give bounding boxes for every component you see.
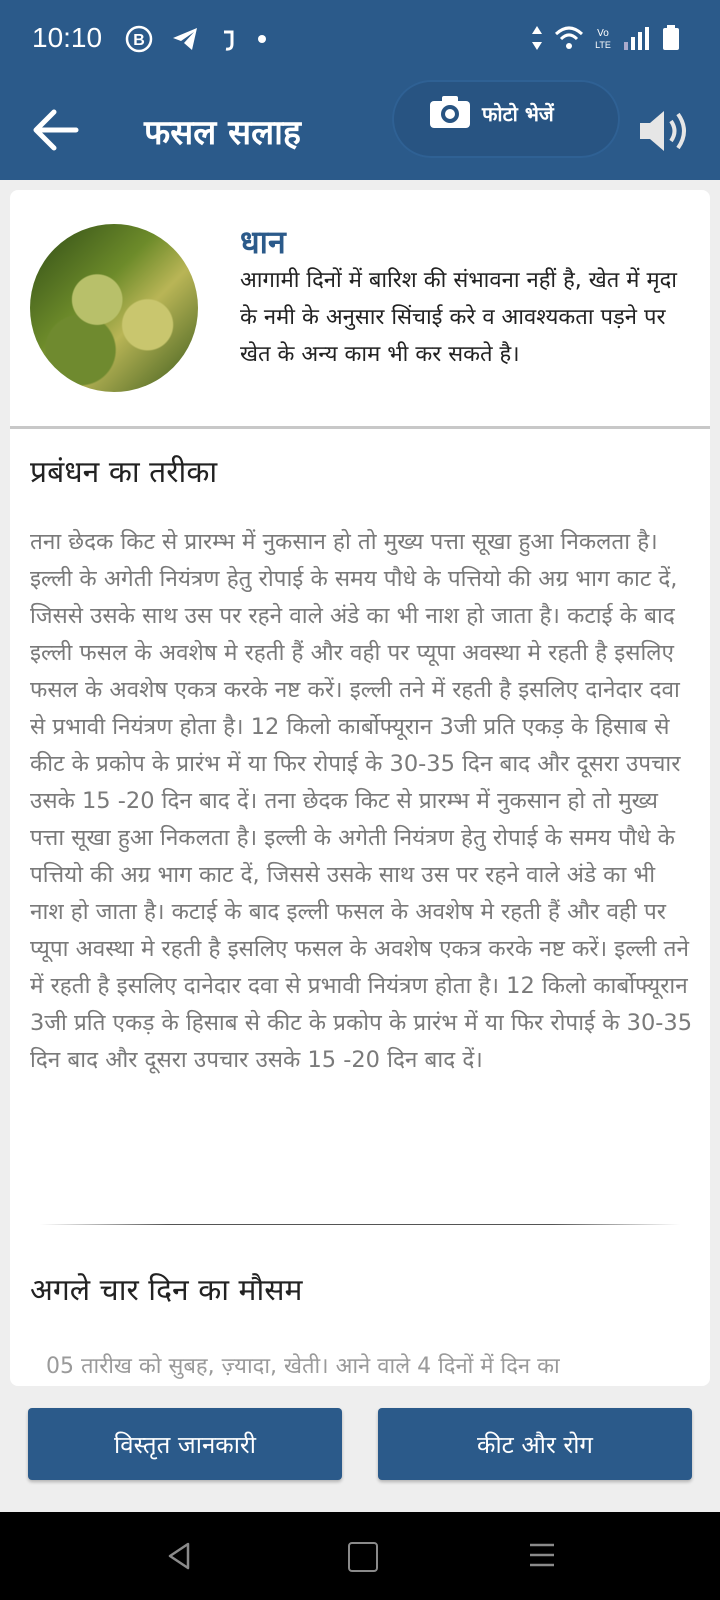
nav-back-icon[interactable] [164, 1540, 196, 1572]
svg-text:B: B [133, 32, 145, 49]
send-photo-label: फोटो भेजें [482, 102, 554, 126]
status-time: 10:10 [32, 22, 103, 53]
b-app-icon [124, 24, 154, 54]
send-photo-button[interactable] [392, 80, 620, 158]
wifi-icon [554, 24, 584, 52]
battery-icon [662, 24, 680, 52]
dot-icon [256, 24, 268, 54]
telegram-icon [170, 24, 200, 54]
camera-icon [428, 94, 472, 130]
page-title: फसल सलाह [144, 113, 301, 153]
j-app-icon [216, 24, 240, 54]
details-button[interactable]: विस्तृत जानकारी [28, 1408, 342, 1480]
volte-icon [594, 24, 612, 52]
svg-text:LTE: LTE [595, 40, 611, 50]
weather-heading: अगले चार दिन का मौसम [30, 1273, 303, 1308]
speaker-icon[interactable] [636, 106, 692, 156]
section-divider [40, 1224, 680, 1225]
management-heading: प्रबंधन का तरीका [30, 455, 218, 490]
nav-home-icon[interactable] [348, 1542, 378, 1572]
weather-text-peek: 05 तारीख को सुबह, ज़्यादा, खेती। आने वाले 4 दिनों में दिन का [46, 1354, 560, 1379]
section-divider [10, 426, 710, 429]
crop-name: धान [240, 223, 286, 261]
svg-text:Vo: Vo [597, 28, 609, 39]
nav-menu-icon[interactable] [528, 1542, 556, 1568]
management-text: तना छेदक किट से प्रारम्भ में नुकसान हो तो मुख्य पत्ता सूखा हुआ निकलता है। इल्ली के अगेती नियंत्रण हेतु रोपाई के समय पौधे के पत्तियो की अग्र भाग काट दें, जिससे उसके साथ उस पर रहने वाले अंडे का भी नाश हो जाता है। कटाई के बाद इल्ली फसल के अवशेष मे रहती हैं और वही पर प्यूपा अवस्था मे रहती है इसलिए फसल के अवशेष एकत्र करके नष्ट करें। इल्ली तने में रहती है इसलिए दानेदार दवा से प्रभावी नियंत्रण होता है। 12 किलो कार्बोफ्यूरान 3जी प्रति एकड़ के हिसाब से कीट के प्रकोप के प्रारंभ में या फिर रोपाई के 30-35 दिन बाद और दूसरा उपचार उसके 15 -20 दिन बाद दें। तना छेदक किट से प्रारम्भ में नुकसान हो तो मुख्य पत्ता सूखा हुआ निकलता है। इल्ली के अगेती नियंत्रण हेतु रोपाई के समय पौधे के पत्तियो की अग्र भाग काट दें, जिससे उसके साथ उस पर रहने वाले अंडे का भी नाश हो जाता है। कटाई के बाद इल्ली फसल के अवशेष मे रहती हैं और वही पर प्यूपा अवस्था मे रहती है इसलिए फसल के अवशेष एकत्र करके नष्ट करें। इल्ली तने में रहती है इसलिए दानेदार दवा से प्रभावी नियंत्रण होता है। 12 किलो कार्बोफ्यूरान 3जी प्रति एकड़ के हिसाब से कीट के प्रकोप के प्रारंभ में या फिर रोपाई के 30-35 दिन बाद और दूसरा उपचार उसके 15 -20 दिन बाद दें। [30, 529, 693, 1073]
signal-icon [622, 24, 652, 52]
advice-card [10, 190, 710, 1386]
app-bar [0, 80, 720, 180]
data-arrows-icon [530, 24, 544, 52]
system-icons [530, 24, 680, 52]
back-arrow-icon[interactable] [30, 104, 82, 156]
crop-image [30, 224, 198, 392]
system-nav-bar [0, 1512, 720, 1600]
notification-icons [124, 24, 268, 54]
pests-diseases-button[interactable]: कीट और रोग [378, 1408, 692, 1480]
crop-advice-text: आगामी दिनों में बारिश की संभावना नहीं है, खेत में मृदा के नमी के अनुसार सिंचाई करे व आवश्यकता पड़ने पर खेत के अन्य काम भी कर सकते है। [240, 268, 677, 367]
status-bar [0, 0, 720, 80]
